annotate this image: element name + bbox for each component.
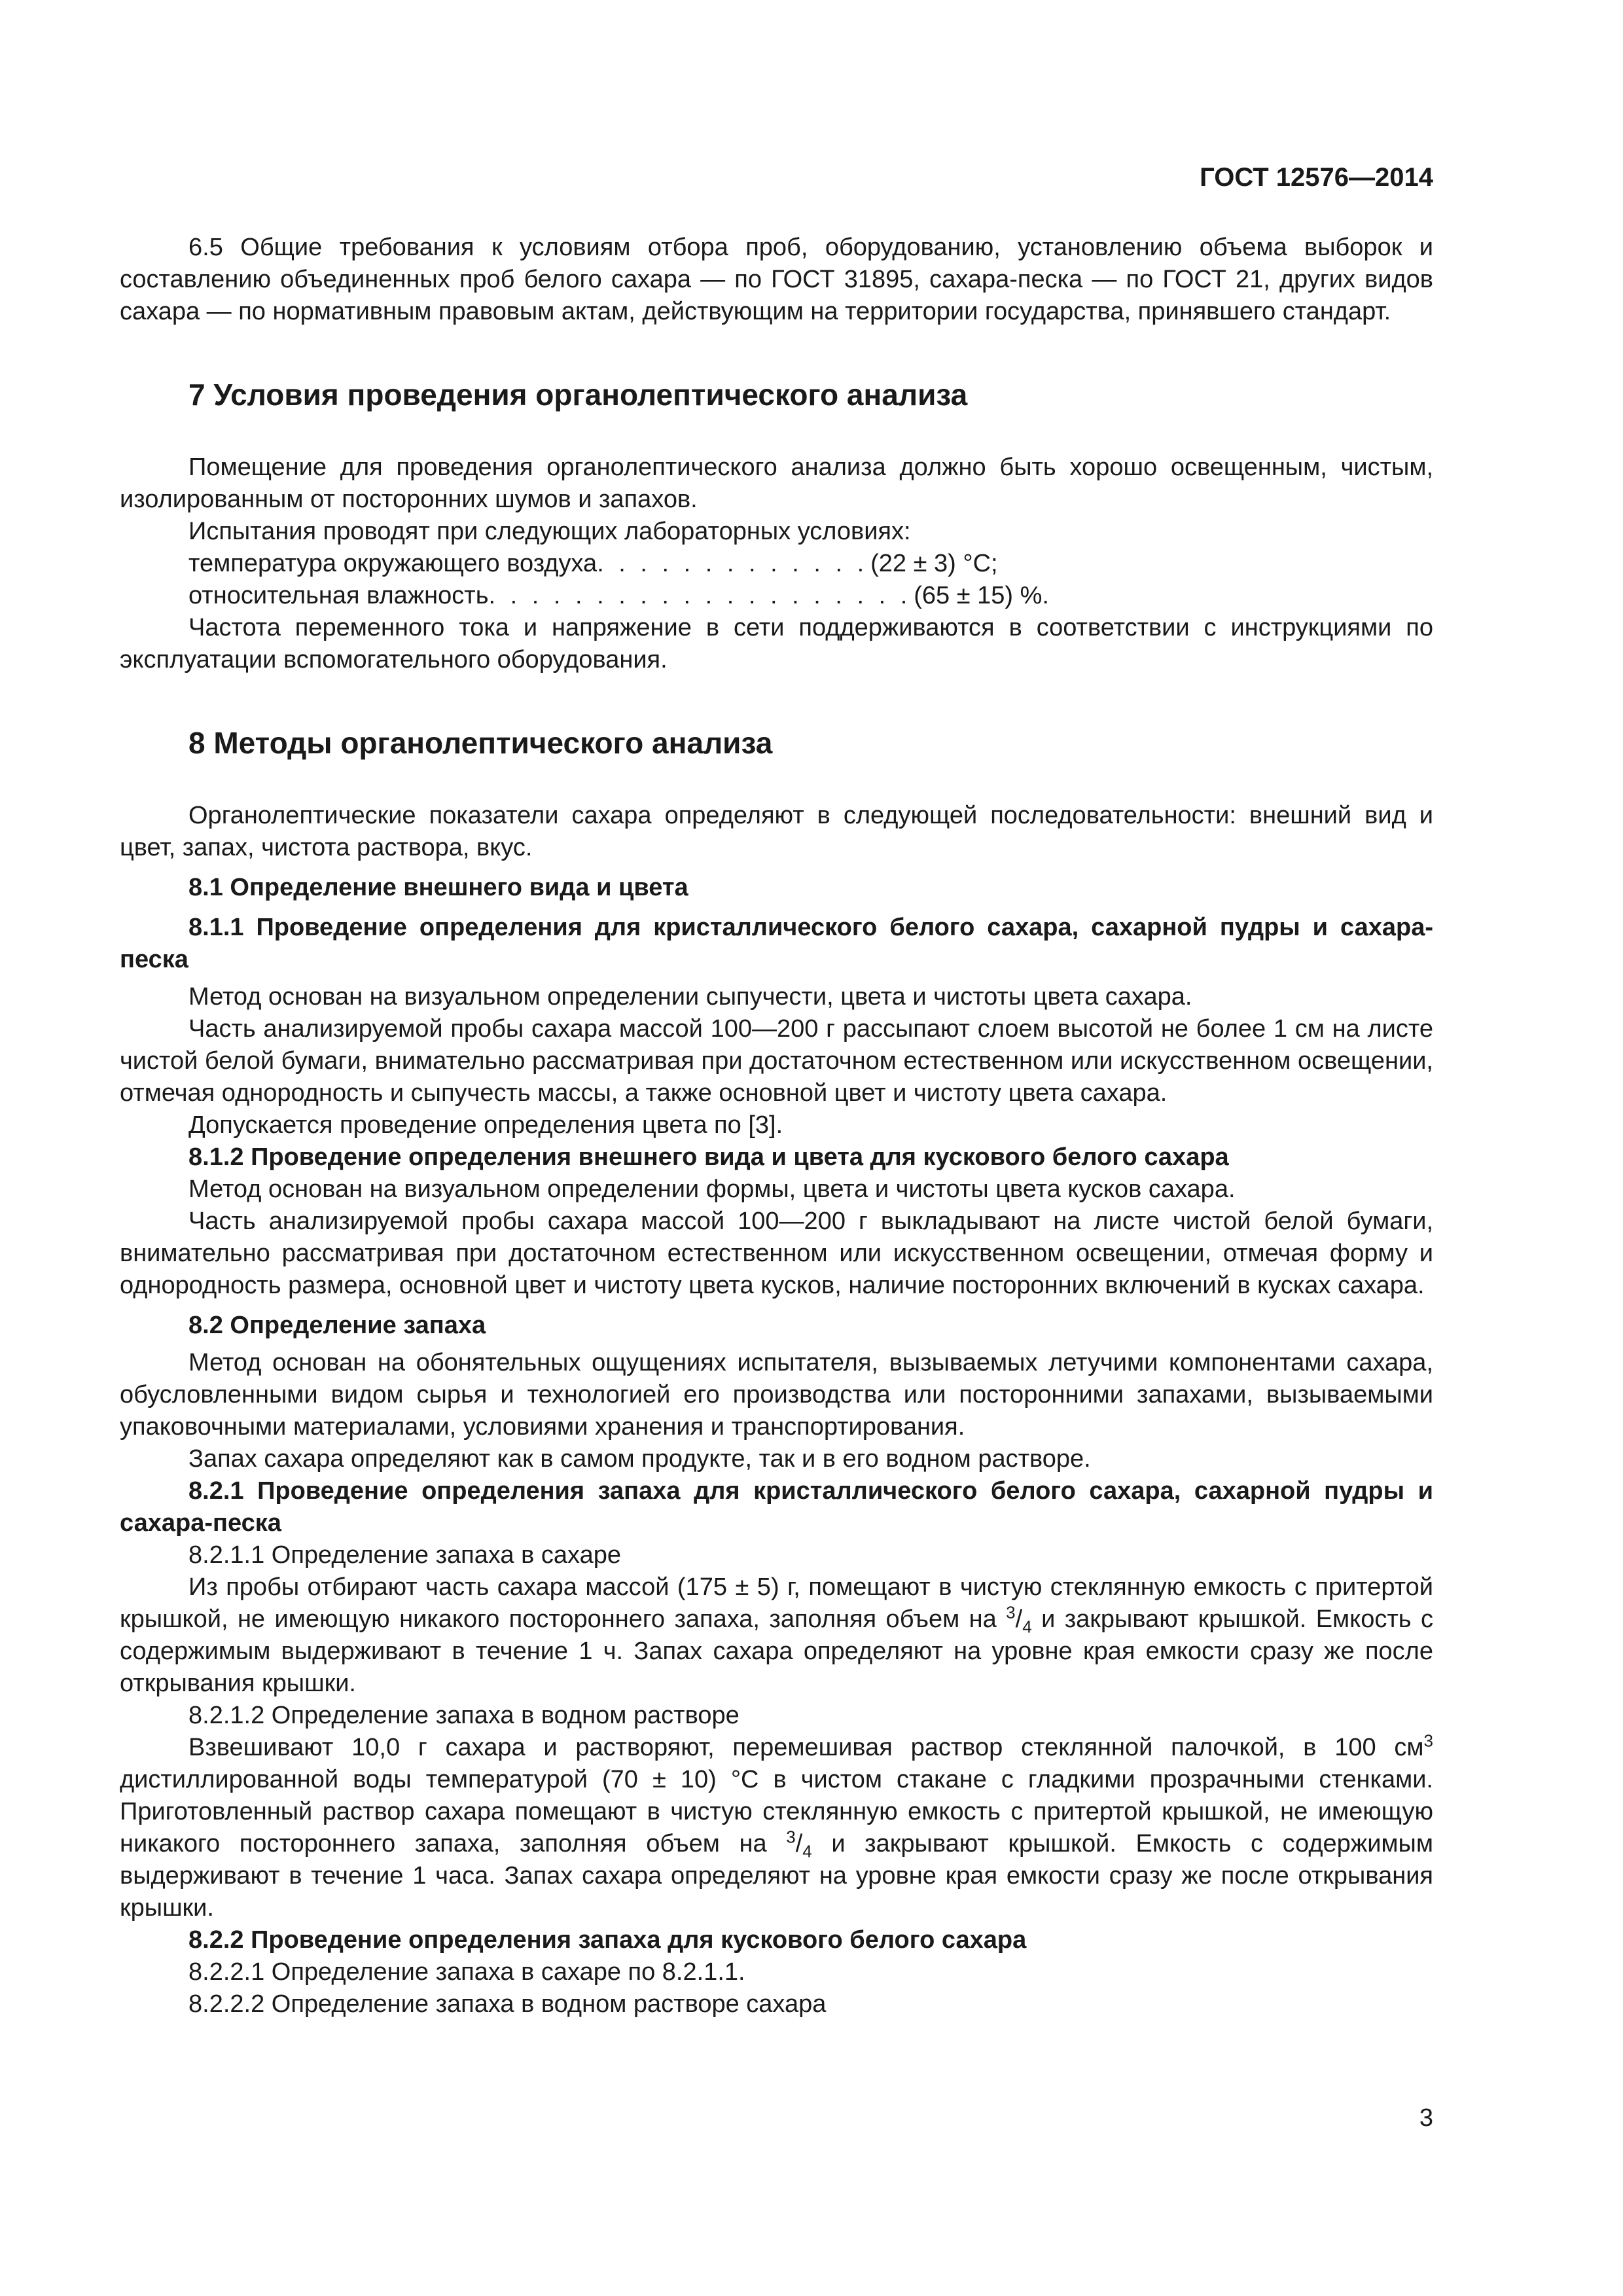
section-7-paragraph: Помещение для проведения органолептического анализа должно быть хорошо освещенным, чистым, изолированным от посторонних шумов и запахов. — [120, 454, 1433, 513]
temperature-value: (22 ± 3) °С; — [870, 550, 998, 577]
paragraph-8-1-1-procedure: Часть анализируемой пробы сахара массой 100—200 г рассыпают слоем высотой не более 1 см на листе чистой белой бумаги, внимательно рассматривая при достаточном естественном или искусственном освещении, отмечая однородность и сыпучесть массы, а также основной цвет и чистоту цвета сахара. — [120, 1015, 1433, 1107]
subsection-8-1-1-title: 8.1.1 Проведение определения для кристаллического белого сахара, сахарной пудры и сахара-песка — [120, 914, 1433, 973]
fraction-numerator: 3 — [786, 1827, 796, 1847]
temperature-condition — [120, 548, 1433, 580]
subsection-8-2-2-title: 8.2.2 Проведение определения запаха для кускового белого сахара — [188, 1926, 1027, 1954]
fraction-numerator: 3 — [1006, 1602, 1016, 1623]
subsection-8-1-title: 8.1 Определение внешнего вида и цвета — [188, 874, 688, 901]
subsection-8-1-2-title: 8.1.2 Проведение определения внешнего вида и цвета для кускового белого сахара — [188, 1143, 1229, 1171]
text-run: и закрывают крышкой. Емкость с содержимым выдерживают в течение 1 ч. Запах сахара определяют на уровне края емкости сразу же после открывания крышки. — [120, 1605, 1433, 1697]
subsection-8-2-1-title: 8.2.1 Проведение определения запаха для кристаллического белого сахара, сахарной пудры и сахара-песка — [120, 1477, 1433, 1537]
paragraph-8-2-1-1-title: 8.2.1.1 Определение запаха в сахаре — [188, 1541, 621, 1569]
fraction-denominator: 4 — [802, 1841, 812, 1861]
document-body — [120, 232, 1433, 2020]
humidity-dot-leader: . . . . . . . . . . . . . . . . . . . . — [488, 582, 912, 609]
section-8-title: 8 Методы органолептического анализа — [188, 726, 773, 760]
temperature-label: температура окружающего воздуха — [188, 550, 597, 577]
paragraph-8-2-1-2-text — [120, 1732, 1433, 1924]
cubic-superscript: 3 — [1423, 1731, 1433, 1751]
paragraph-8-2-2-1: 8.2.2.1 Определение запаха в сахаре по 8.2.1.1. — [188, 1958, 745, 1986]
page-number: 3 — [1419, 2104, 1433, 2132]
paragraph-8-1-2-procedure: Часть анализируемой пробы сахара массой 100—200 г выкладывают на листе чистой белой бумаги, внимательно рассматривая при достаточном естественном или искусственном освещении, отмечая форму и однородность размера, основной цвет и чистоту цвета кусков, наличие посторонних включений в кусках сахара. — [120, 1208, 1433, 1299]
fraction-denominator: 4 — [1022, 1617, 1032, 1637]
section-7-title: 7 Условия проведения органолептического анализа — [188, 378, 968, 412]
section-7-power-paragraph: Частота переменного тока и напряжение в сети поддерживаются в соответствии с инструкциями по эксплуатации вспомогательного оборудования. — [120, 614, 1433, 673]
paragraph-6-5: 6.5 Общие требования к условиям отбора проб, оборудованию, установлению объема выборок и составлению объединенных проб белого сахара — по ГОСТ 31895, сахара-песка — по ГОСТ 21, других видов сахара — по нормативным правовым актам, действующим на территории государства, принявшего стандарт. — [120, 234, 1433, 325]
text-run: дистиллированной воды температурой (70 ± 10) °С в чистом стакане с гладкими прозрачными стенками. Приготовленный раствор сахара помещают в чистую стеклянную емкость с притертой крышкой, не имеющую никакого постороннего запаха, заполняя объем на — [120, 1766, 1433, 1857]
paragraph-8-1-1-note: Допускается проведение определения цвета по [3]. — [188, 1111, 783, 1139]
humidity-label: относительная влажность — [188, 582, 489, 609]
paragraph-8-1-2-method: Метод основан на визуальном определении формы, цвета и чистоты цвета кусков сахара. — [188, 1175, 1236, 1203]
fraction-slash: / — [795, 1830, 803, 1857]
section-7-conditions-intro: Испытания проводят при следующих лабораторных условиях: — [188, 518, 911, 545]
text-run: Взвешивают 10,0 г сахара и растворяют, перемешивая раствор стеклянной палочкой, в 100 см — [188, 1734, 1424, 1761]
document-header: ГОСТ 12576—2014 — [1200, 163, 1433, 192]
text-run: Из пробы отбирают часть сахара массой (175 ± 5) г, помещают в чистую стеклянную емкость с притертой крышкой, не имеющую никакого постороннего запаха, заполняя объем на — [120, 1573, 1433, 1633]
paragraph-8-2-note: Запах сахара определяют как в самом продукте, так и в его водном растворе. — [188, 1445, 1091, 1473]
paragraph-8-2-1-1-text — [120, 1571, 1433, 1700]
subsection-8-2-title: 8.2 Определение запаха — [188, 1312, 486, 1339]
humidity-condition — [120, 580, 1433, 612]
paragraph-8-2-method: Метод основан на обонятельных ощущениях испытателя, вызываемых летучими компонентами сахара, обусловленными видом сырья и технологией его производства или посторонними запахами, вызываемыми упаковочными материалами, условиями хранения и транспортирования. — [120, 1349, 1433, 1441]
temperature-dot-leader: . . . . . . . . . . . . . — [597, 550, 868, 577]
paragraph-8-1-1-method: Метод основан на визуальном определении сыпучести, цвета и чистоты цвета сахара. — [188, 983, 1192, 1011]
fraction-slash: / — [1015, 1605, 1023, 1633]
paragraph-8-2-1-2-title: 8.2.1.2 Определение запаха в водном растворе — [188, 1702, 740, 1729]
section-8-intro: Органолептические показатели сахара определяют в следующей последовательности: внешний вид и цвет, запах, чистота раствора, вкус. — [120, 802, 1433, 861]
humidity-value: (65 ± 15) %. — [914, 582, 1049, 609]
document-page — [120, 0, 1433, 2296]
paragraph-8-2-2-2: 8.2.2.2 Определение запаха в водном растворе сахара — [188, 1990, 827, 2018]
text-run: и закрывают крышкой. Емкость с содержимым выдерживают в течение 1 часа. Запах сахара определяют на уровне края емкости сразу же после открывания крышки. — [120, 1830, 1433, 1922]
